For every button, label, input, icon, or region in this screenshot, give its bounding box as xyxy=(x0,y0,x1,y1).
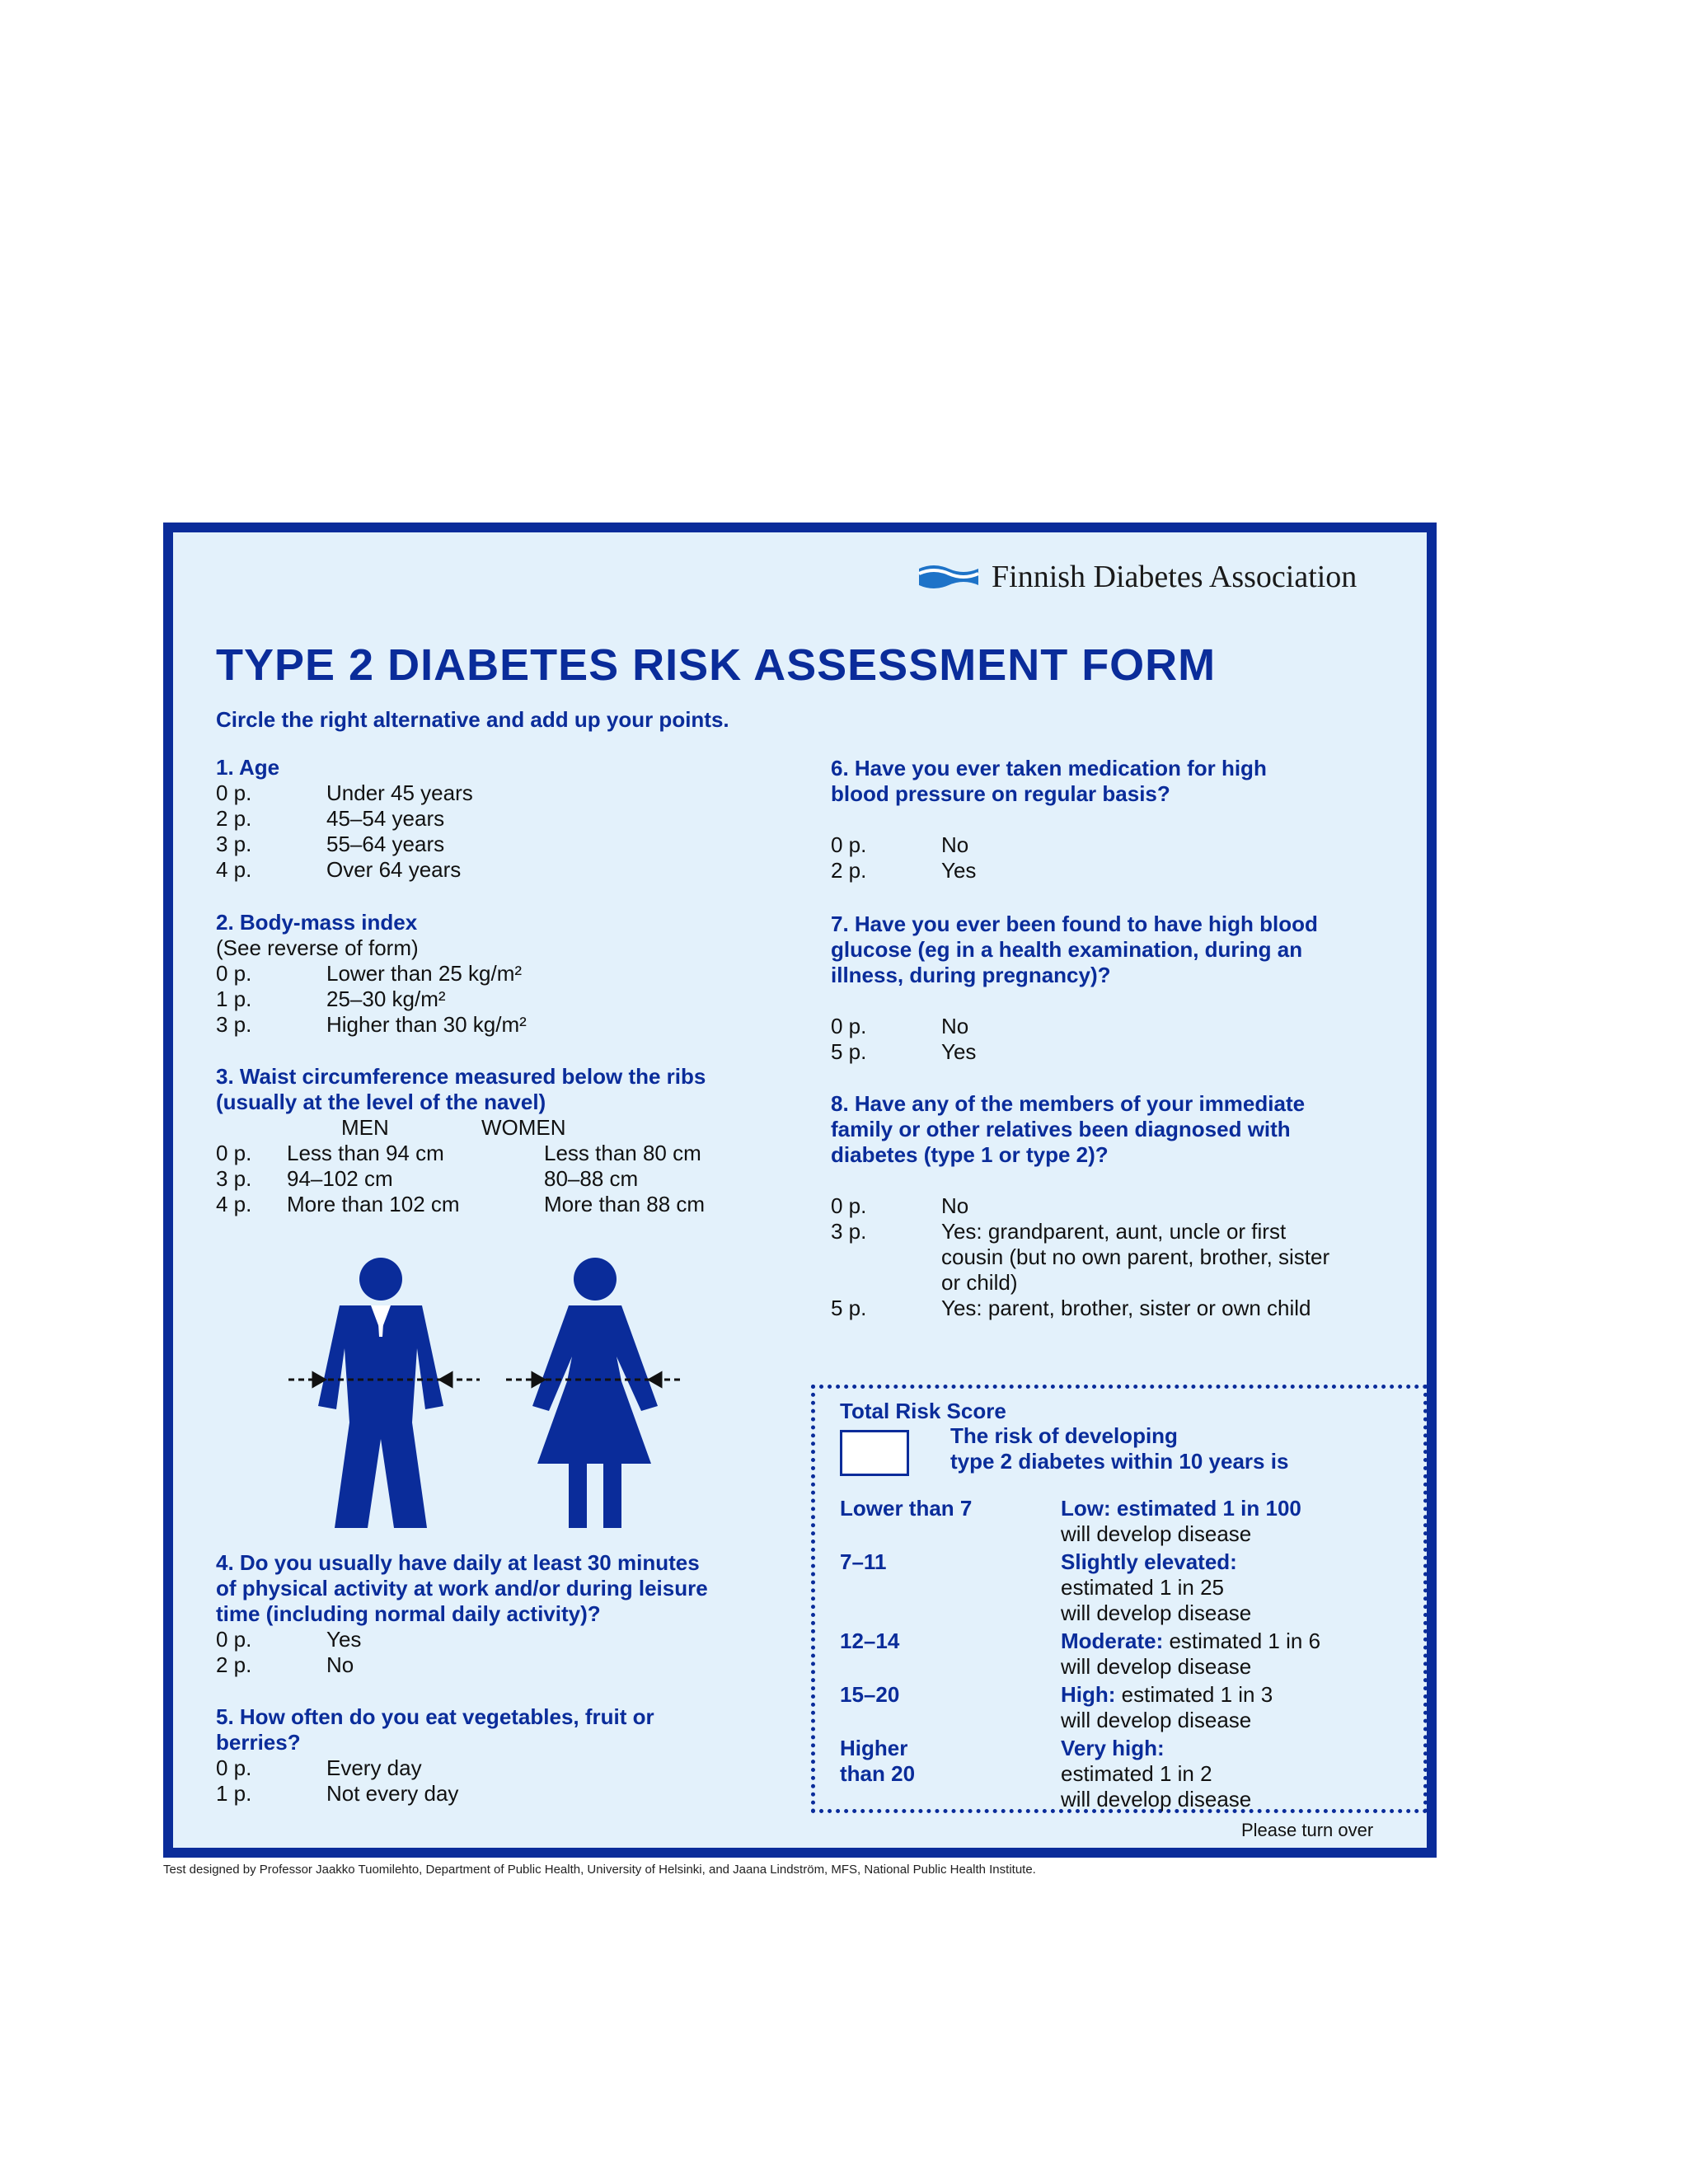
question-heading: glucose (eg in a health examination, during an xyxy=(831,937,1303,962)
score-description: The risk of developing type 2 diabetes within 10 years is xyxy=(950,1423,1289,1474)
gender-columns xyxy=(216,1115,706,1141)
risk-assessment-form xyxy=(163,523,1437,1858)
risk-table xyxy=(840,1496,1417,1815)
question-heading: 6. Have you ever taken medication for high xyxy=(831,756,1267,780)
men-label: MEN xyxy=(341,1115,389,1140)
risk-row: Lower than 7 Low: estimated 1 in 100 will develop disease xyxy=(840,1496,1301,1546)
waist-measurement-figures xyxy=(288,1258,857,1530)
women-label: WOMEN xyxy=(481,1115,566,1140)
form-instruction: Circle the right alternative and add up your points. xyxy=(216,707,729,732)
question-heading: blood pressure on regular basis? xyxy=(831,781,1170,806)
answer-option[interactable]: 0 p. Lower than 25 kg/m² xyxy=(216,961,523,986)
question-note: (See reverse of form) xyxy=(216,935,419,960)
question-heading: 7. Have you ever been found to have high blood xyxy=(831,912,1318,936)
question-blood-pressure xyxy=(831,756,1267,883)
answer-option[interactable]: 0 p. Less than 94 cm Less than 80 cm xyxy=(216,1141,701,1165)
answer-option[interactable]: 1 p. 25–30 kg/m² xyxy=(216,987,446,1011)
answer-option[interactable]: 5 p. Yes xyxy=(831,1039,977,1064)
score-title: Total Risk Score xyxy=(840,1399,1006,1423)
question-heading: time (including normal daily activity)? xyxy=(216,1601,601,1626)
question-waist xyxy=(216,1064,706,1217)
answer-option[interactable]: 1 p. Not every day xyxy=(216,1781,459,1806)
woman-figure-icon xyxy=(532,1258,658,1528)
answer-option[interactable]: 3 p. 94–102 cm 80–88 cm xyxy=(216,1166,639,1191)
question-family-history xyxy=(831,1091,1329,1321)
answer-option[interactable]: 4 p. More than 102 cm More than 88 cm xyxy=(216,1192,706,1216)
question-heading: 1. Age xyxy=(216,755,280,780)
form-title: TYPE 2 DIABETES RISK ASSESSMENT FORM xyxy=(216,640,1217,690)
answer-option[interactable]: 2 p. 45–54 years xyxy=(216,806,445,831)
flag-wave-icon xyxy=(917,562,980,592)
answer-option[interactable]: 2 p. Yes xyxy=(831,858,977,883)
question-vegetables xyxy=(216,1704,654,1807)
risk-row: Higher than 20 Very high: estimated 1 in 2 will develop disease xyxy=(840,1736,1252,1811)
answer-option[interactable]: 0 p. No xyxy=(831,1193,969,1218)
turn-over-note: Please turn over xyxy=(1241,1820,1374,1840)
form-footer: Test designed by Professor Jaakko Tuomilehto, Department of Public Health, University of Helsinki, and Jaana Lindström, MFS, National Public Health Institute. xyxy=(163,1863,1036,1877)
logo-text: Finnish Diabetes Association xyxy=(992,560,1357,594)
question-heading: (usually at the level of the navel) xyxy=(216,1090,546,1114)
question-heading: diabetes (type 1 or type 2)? xyxy=(831,1142,1109,1167)
question-heading: 2. Body-mass index xyxy=(216,910,418,935)
risk-row: 15–20 High: estimated 1 in 3 will develop disease xyxy=(840,1682,1273,1732)
answer-option[interactable]: 0 p. Yes xyxy=(216,1627,362,1652)
risk-row: 7–11 Slightly elevated: estimated 1 in 25 will develop disease xyxy=(840,1549,1252,1625)
answer-option[interactable]: 2 p. No xyxy=(216,1652,354,1677)
answer-option[interactable]: 5 p. Yes: parent, brother, sister or own child xyxy=(831,1296,1311,1320)
risk-row: 12–14 Moderate: estimated 1 in 6 will develop disease xyxy=(840,1629,1321,1679)
answer-option[interactable]: 0 p. No xyxy=(831,1014,969,1038)
answer-option[interactable]: 3 p. 55–64 years xyxy=(216,832,445,856)
question-age xyxy=(216,755,473,883)
question-heading: illness, during pregnancy)? xyxy=(831,963,1111,987)
question-heading: berries? xyxy=(216,1730,301,1755)
question-heading: of physical activity at work and/or during leisure xyxy=(216,1576,708,1601)
question-heading: 8. Have any of the members of your immediate xyxy=(831,1091,1306,1116)
answer-option[interactable]: 3 p. Yes: grandparent, aunt, uncle or first cousin (but no own parent, brother, sister or child) xyxy=(831,1219,1330,1295)
question-heading: family or other relatives been diagnosed with xyxy=(831,1117,1291,1141)
answer-option[interactable]: 0 p. Under 45 years xyxy=(216,780,473,805)
association-logo xyxy=(917,559,1357,595)
score-input-box[interactable] xyxy=(840,1430,909,1476)
answer-option[interactable]: 0 p. No xyxy=(831,832,969,857)
man-figure-icon xyxy=(318,1258,443,1528)
question-physical-activity xyxy=(216,1550,708,1678)
answer-option[interactable]: 0 p. Every day xyxy=(216,1755,422,1780)
question-blood-glucose xyxy=(831,912,1318,1065)
question-heading: 4. Do you usually have daily at least 30 minutes xyxy=(216,1550,700,1575)
question-bmi xyxy=(216,910,527,1038)
answer-option[interactable]: 3 p. Higher than 30 kg/m² xyxy=(216,1012,527,1037)
answer-option[interactable]: 4 p. Over 64 years xyxy=(216,857,462,882)
question-heading: 5. How often do you eat vegetables, fruit or xyxy=(216,1704,654,1729)
total-risk-score-box xyxy=(811,1385,1428,1813)
question-heading: 3. Waist circumference measured below the ribs xyxy=(216,1064,706,1089)
